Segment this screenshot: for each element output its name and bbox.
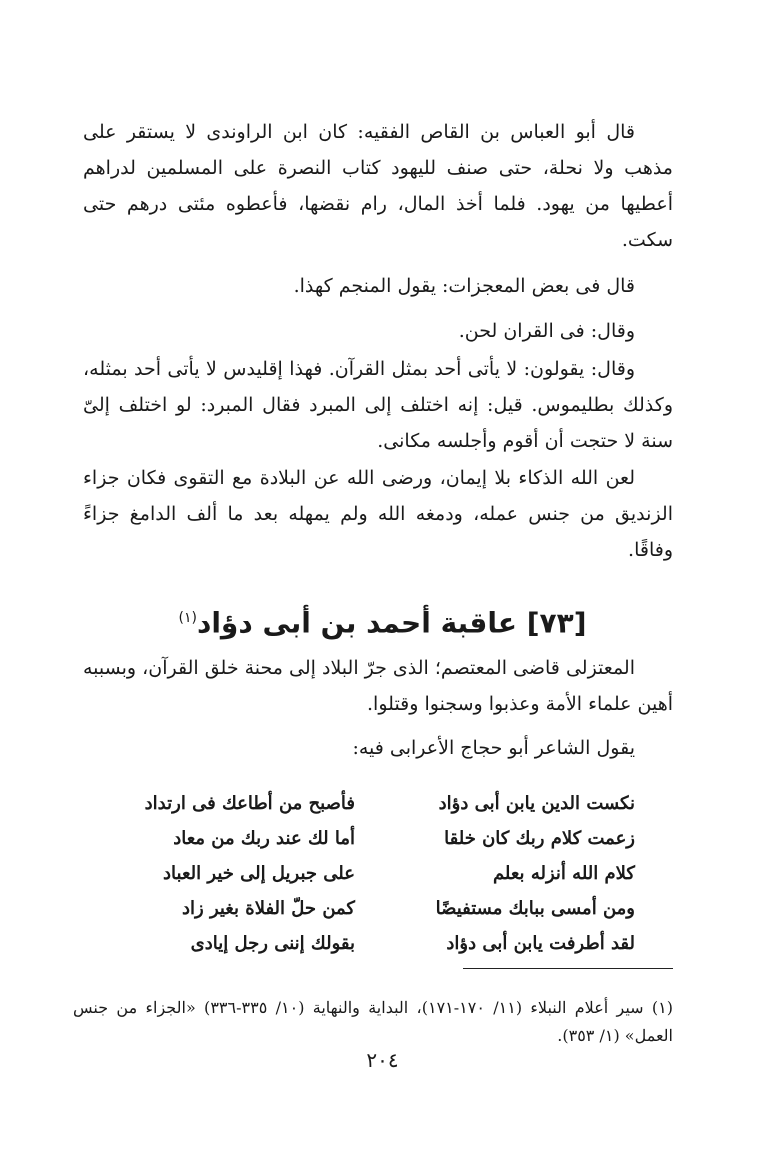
paragraph-mutazili: المعتزلى قاضى المعتصم؛ الذى جرّ البلاد إلى محنة خلق القرآن، وبسببه أهين علماء الأمة وعذبوا وسجنوا وقتلوا. bbox=[83, 657, 673, 715]
paragraph-ibn-al-rawandi: قال أبو العباس بن القاص الفقيه: كان ابن الراوندى لا يستقر على مذهب ولا نحلة، حتى صنف لليهود كتاب النصرة على المسلمين لدراهم أعطيها من يهود. فلما أخذ المال، رام نقضها، فأعطوه مئتى درهم حتى سكت. bbox=[83, 121, 673, 251]
verse-first-half: ومن أمسى ببابك مستفيضًا bbox=[435, 898, 635, 919]
poem bbox=[115, 786, 635, 961]
verse-second-half: فأصبح من أطاعك فى ارتداد bbox=[144, 793, 355, 814]
verse-second-half: أما لك عند ربك من معاد bbox=[173, 828, 355, 849]
paragraph-euclid: وقال: يقولون: لا يأتى أحد بمثل القرآن. فهذا إقليدس لا يأتى أحد بمثله، وكذلك بطليموس. قيل: إنه اختلف إلى المبرد فقال المبرد: لو اختلف إلىّ سنة لا حتجت أن أقوم وأجلسه مكانى. bbox=[83, 358, 673, 452]
paragraph-quran-claim: وقال: فى القران لحن. bbox=[458, 320, 635, 342]
verse-first-half: زعمت كلام ربك كان خلقا bbox=[444, 828, 635, 849]
poem-verse bbox=[115, 926, 635, 961]
section-heading bbox=[0, 596, 765, 645]
verse-first-half: لقد أطرفت يابن أبى دؤاد bbox=[446, 933, 635, 954]
poem-verse bbox=[115, 786, 635, 821]
footnote-divider bbox=[463, 968, 673, 969]
paragraph-miracles: قال فى بعض المعجزات: يقول المنجم كهذا. bbox=[293, 275, 635, 297]
verse-first-half: كلام الله أنزله بعلم bbox=[492, 863, 635, 884]
poem-verse bbox=[115, 891, 635, 926]
poem-verse bbox=[115, 856, 635, 891]
poem-verse bbox=[115, 821, 635, 856]
page-number: ٢٠٤ bbox=[366, 1048, 399, 1072]
verse-second-half: على جبريل إلى خير العباد bbox=[163, 863, 355, 884]
paragraph-moral: لعن الله الذكاء بلا إيمان، ورضى الله عن البلادة مع التقوى فكان جزاء الزنديق من جنس عمله، ودمغه الله ولم يمهله بعد ما ألف الدامغ جزاءً وفاقًا. bbox=[83, 467, 673, 561]
footnote-reference: (١) bbox=[178, 610, 197, 626]
footnote: (١) سير أعلام النبلاء (١١/ ١٧٠-١٧١)، البداية والنهاية (١٠/ ٣٣٥-٣٣٦) «الجزاء من جنس العمل» (١/ ٣٥٣). bbox=[73, 998, 673, 1045]
verse-first-half: نكست الدين يابن أبى دؤاد bbox=[438, 793, 635, 814]
paragraph-poet-intro: يقول الشاعر أبو حجاج الأعرابى فيه: bbox=[352, 737, 635, 759]
section-title: [٧٣] عاقبة أحمد بن أبى دؤاد bbox=[196, 606, 587, 640]
verse-second-half: كمن حلّ الفلاة بغير زاد bbox=[181, 898, 355, 919]
verse-second-half: بقولك إننى رجل إيادى bbox=[190, 933, 355, 954]
